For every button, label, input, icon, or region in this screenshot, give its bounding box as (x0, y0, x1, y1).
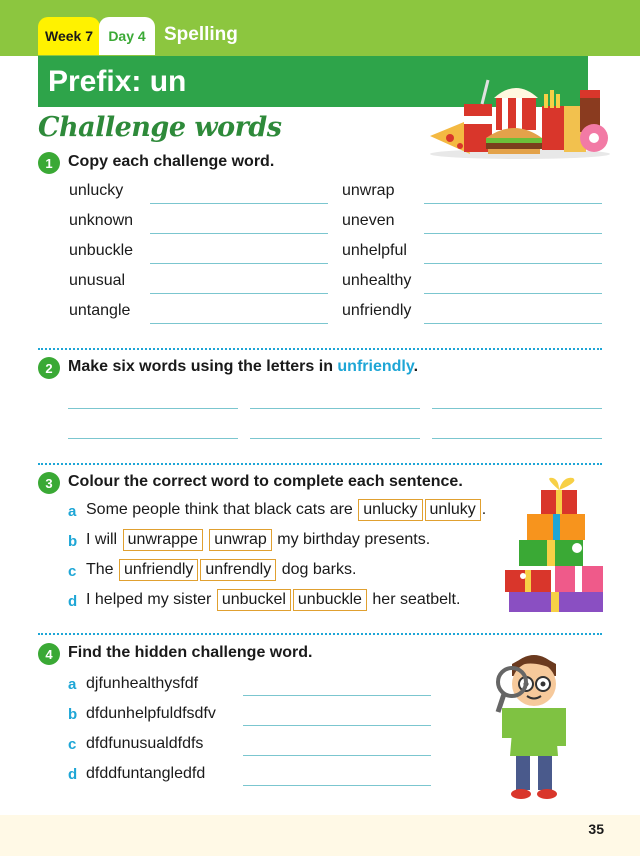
word-option[interactable]: unwrap (209, 529, 271, 551)
sentence-text: The (86, 561, 114, 578)
answer-line-4[interactable] (68, 438, 238, 439)
hidden-answer-line-b[interactable] (243, 725, 431, 726)
word-option[interactable]: unwrappe (123, 529, 203, 551)
hidden-answer-line-a[interactable] (243, 695, 431, 696)
highlight-word: unfriendly (337, 358, 414, 375)
sentence-b (86, 529, 430, 551)
sentence-text: her seatbelt. (372, 591, 461, 608)
sentence-text: Some people think that black cats are (86, 501, 353, 518)
copy-line-1[interactable] (150, 203, 328, 204)
copy-line-7[interactable] (424, 233, 602, 234)
day-tab: Day 4 (99, 17, 155, 55)
question-1-number: 1 (38, 152, 60, 174)
sentence-text: I will (86, 531, 118, 548)
footer-band (0, 815, 640, 856)
sentence-a (86, 499, 486, 521)
sentence-text: dog barks. (281, 561, 357, 578)
question-2-number: 2 (38, 357, 60, 379)
sentence-text: . (481, 501, 487, 518)
divider (38, 633, 602, 635)
copy-line-8[interactable] (424, 263, 602, 264)
word-unusual: unusual (69, 272, 126, 289)
sentence-text: I helped my sister (86, 591, 212, 608)
divider (38, 348, 602, 350)
word-unbuckle: unbuckle (69, 242, 134, 259)
copy-line-4[interactable] (150, 293, 328, 294)
question-2-text: Make six words using the letters in (68, 358, 338, 375)
item-letter: d (68, 766, 78, 783)
word-unhelpful: unhelpful (342, 242, 407, 259)
word-option[interactable]: unbuckle (293, 589, 367, 611)
answer-line-5[interactable] (250, 438, 420, 439)
copy-line-9[interactable] (424, 293, 602, 294)
question-4-instruction: Find the hidden challenge word. (68, 644, 313, 661)
item-letter: c (68, 736, 77, 753)
question-4-number: 4 (38, 643, 60, 665)
item-letter: a (68, 676, 77, 693)
word-option[interactable]: unbuckel (217, 589, 291, 611)
answer-line-1[interactable] (68, 408, 238, 409)
item-letter: d (68, 593, 78, 610)
week-tab: Week 7 (38, 17, 100, 55)
word-unfriendly: unfriendly (342, 302, 412, 319)
word-unhealthy: unhealthy (342, 272, 412, 289)
copy-line-3[interactable] (150, 263, 328, 264)
word-unwrap: unwrap (342, 182, 395, 199)
word-unlucky: unlucky (69, 182, 124, 199)
boy-magnifier-illustration (494, 646, 574, 804)
hidden-answer-line-c[interactable] (243, 755, 431, 756)
question-2-end: . (413, 358, 419, 375)
hidden-word-puzzle: djfunhealthysfdf (86, 675, 199, 692)
challenge-words-heading: Challenge words (38, 112, 282, 143)
divider (38, 463, 602, 465)
question-1-instruction: Copy each challenge word. (68, 153, 275, 170)
word-option[interactable]: unfriendly (119, 559, 198, 581)
word-option[interactable]: unlucky (358, 499, 422, 521)
word-option[interactable]: unluky (425, 499, 481, 521)
answer-line-2[interactable] (250, 408, 420, 409)
word-uneven: uneven (342, 212, 395, 229)
word-untangle: untangle (69, 302, 131, 319)
hidden-word-puzzle: dfdfunusualdfdfs (86, 735, 204, 752)
hidden-word-puzzle: dfddfuntangledfd (86, 765, 206, 782)
word-unknown: unknown (69, 212, 134, 229)
page-number: 35 (588, 821, 604, 837)
answer-line-6[interactable] (432, 438, 602, 439)
answer-line-3[interactable] (432, 408, 602, 409)
copy-line-6[interactable] (424, 203, 602, 204)
item-letter: b (68, 533, 78, 550)
hidden-answer-line-d[interactable] (243, 785, 431, 786)
section-label: Spelling (164, 24, 238, 45)
hidden-word-puzzle: dfdunhelpfuldfsdfv (86, 705, 216, 722)
word-option[interactable]: unfrendly (200, 559, 276, 581)
item-letter: a (68, 503, 77, 520)
sentence-text: my birthday presents. (277, 531, 431, 548)
question-3-number: 3 (38, 472, 60, 494)
item-letter: b (68, 706, 78, 723)
fast-food-illustration (424, 76, 614, 160)
gift-stack-illustration (503, 474, 607, 614)
item-letter: c (68, 563, 77, 580)
question-3-instruction: Colour the correct word to complete each sentence. (68, 473, 463, 490)
sentence-d (86, 589, 460, 611)
page-title: Prefix: un (48, 64, 187, 98)
copy-line-2[interactable] (150, 233, 328, 234)
copy-line-10[interactable] (424, 323, 602, 324)
sentence-c (86, 559, 356, 581)
question-2-instruction (68, 358, 418, 376)
copy-line-5[interactable] (150, 323, 328, 324)
